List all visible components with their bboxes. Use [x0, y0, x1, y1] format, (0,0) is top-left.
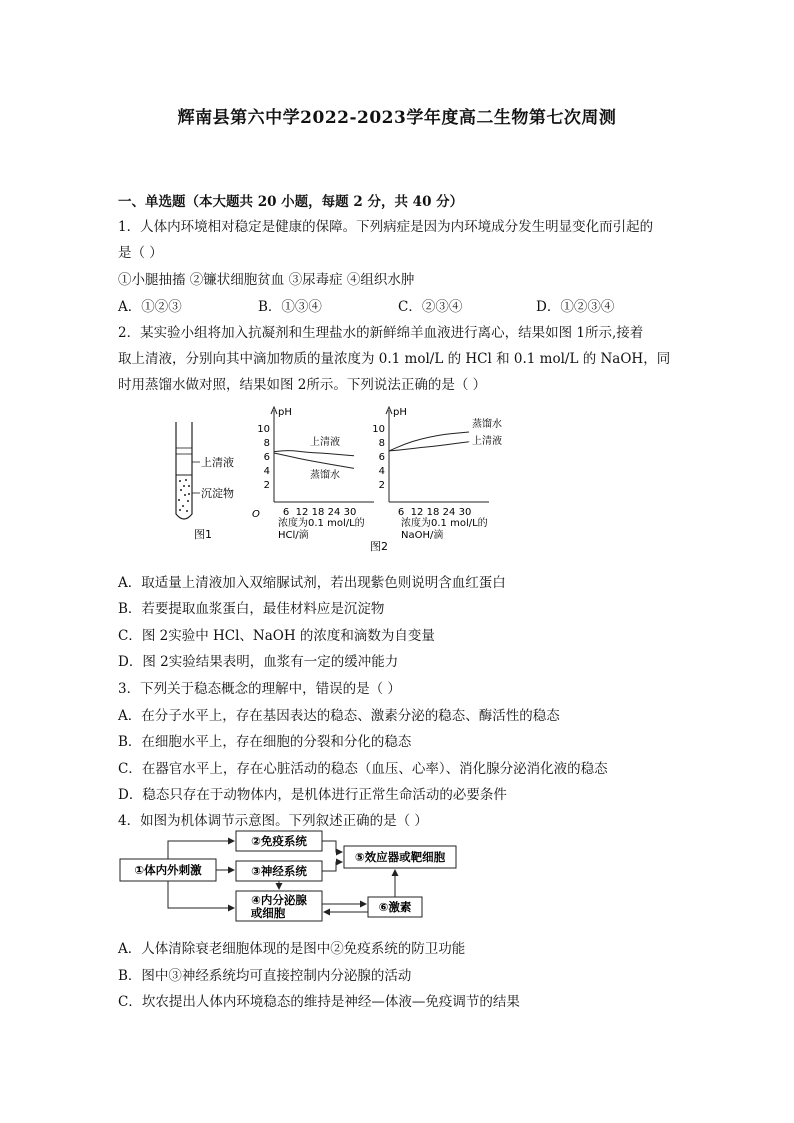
q1-items: ①小腿抽搐 ②镰状细胞贫血 ③尿毒症 ④组织水肿	[118, 272, 415, 288]
q3-stem: 3．下列关于稳态概念的理解中，错误的是（ ）	[118, 681, 401, 697]
q1-stem-line2: 是（ ）	[118, 245, 163, 261]
q2-option-b[interactable]: B．若要提取血浆蛋白，最佳材料应是沉淀物	[118, 601, 385, 617]
fig2-left-ytick-4: 4	[263, 466, 270, 477]
diagram-immune-box: ②免疫系统	[251, 834, 307, 848]
fig2-right-label-supernatant: 上清液	[472, 436, 502, 447]
fig2-right-xtick-18: 18	[426, 507, 440, 518]
fig2-left-xtick-24: 24	[327, 507, 341, 518]
fig2-right-series-water	[389, 432, 469, 451]
q2-option-c[interactable]: C．图 2实验中 HCl、NaOH 的浓度和滴数为自变量	[118, 628, 435, 644]
diagram-stimulus-box: ①体内外刺激	[134, 863, 202, 877]
diagram-effector-box: ⑤效应器或靶细胞	[354, 850, 446, 864]
fig2-left-axes	[252, 407, 374, 541]
diagram-endocrine-box-line1: ④内分泌腺	[251, 893, 307, 907]
q4-stem: 4．如图为机体调节示意图。下列叙述正确的是（ ）	[118, 813, 428, 829]
fig2-left-ytick-8: 8	[263, 438, 270, 449]
q2-stem-line3: 时用蒸馏水做对照，结果如图 2所示。下列说法正确的是（ ）	[118, 377, 487, 393]
q1-stem-line1: 1．人体内环境相对稳定是健康的保障。下列病症是因为内环境成分发生明显变化而引起的	[118, 219, 654, 235]
q3-option-c[interactable]: C．在器官水平上，存在心脏活动的稳态（血压、心率）、消化腺分泌消化液的稳态	[118, 761, 608, 777]
fig1-caption: 图1	[194, 528, 212, 541]
q1-option-a[interactable]: A．①②③	[118, 299, 182, 315]
diagram-endocrine-box-line2: 或细胞	[250, 906, 286, 920]
arrow-nervous-to-effector	[322, 862, 342, 871]
fig2-left-xlabel-2: HCl/滴	[278, 530, 309, 541]
fig2-left-ytick-6: 6	[263, 452, 270, 463]
fig2-right-xtick-12: 12	[410, 507, 424, 518]
fig2-left-label-water: 蒸馏水	[310, 470, 340, 481]
q2-option-a[interactable]: A．取适量上清液加入双缩脲试剂，若出现紫色则说明含血红蛋白	[118, 575, 506, 591]
arrow-stimulus-to-immune	[168, 841, 234, 859]
fig2-left-ylabel: pH	[278, 407, 292, 418]
arrow-immune-to-effector	[322, 841, 342, 852]
fig2-left-ytick-2: 2	[263, 480, 270, 491]
section-heading: 一、单选题（本大题共 20 小题，每题 2 分，共 40 分）	[118, 194, 464, 210]
fig2-caption: 图2	[370, 540, 388, 553]
q1-option-d[interactable]: D．①②③④	[536, 299, 615, 315]
fig2-right-ytick-10: 10	[372, 424, 385, 435]
q3-option-d[interactable]: D．稳态只存在于动物体内，是机体进行正常生命活动的必要条件	[118, 787, 507, 803]
fig2-left-xtick-12: 12	[295, 507, 309, 518]
fig2-right-ylabel: pH	[393, 407, 407, 418]
fig1-label-upper: 上清液	[201, 456, 234, 469]
fig2-right-ytick-4: 4	[378, 466, 385, 477]
diagram-hormone-box: ⑥激素	[378, 900, 412, 914]
fig2-left-series-water	[274, 453, 354, 468]
fig2-right-ytick-2: 2	[378, 480, 385, 491]
fig2-left-label-supernatant: 上清液	[310, 437, 340, 448]
q2-stem-line1: 2．某实验小组将加入抗凝剂和生理盐水的新鲜绵羊血液进行离心，结果如图 1所示,接着	[118, 325, 644, 341]
page-title: 辉南县第六中学2022-2023学年度高二生物第七次周测	[177, 108, 617, 128]
fig2-right-series-supernatant	[389, 442, 469, 451]
fig1-label-lower: 沉淀物	[201, 487, 234, 500]
q2-stem-line2: 取上清液，分别向其中滴加物质的量浓度为 0.1 mol/L 的 HCl 和 0.1 mol/L 的 NaOH，同	[118, 351, 671, 367]
q1-option-b[interactable]: B．①③④	[258, 299, 322, 315]
q4-diagram	[118, 828, 478, 928]
fig1-tube	[176, 422, 234, 541]
fig2-right-label-water: 蒸馏水	[472, 419, 502, 430]
q4-option-a[interactable]: A．人体清除衰老细胞体现的是图中②免疫系统的防卫功能	[118, 941, 466, 957]
fig2-right-ytick-8: 8	[378, 438, 385, 449]
fig2-right-xlabel-1: 浓度为0.1 mol/L的	[401, 518, 488, 529]
fig2-right-ytick-6: 6	[378, 452, 385, 463]
fig2-left-xlabel-1: 浓度为0.1 mol/L的	[278, 518, 365, 529]
q2-figures	[160, 402, 530, 562]
fig2-left-xtick-30: 30	[343, 507, 357, 518]
fig2-left-origin: O	[252, 509, 260, 520]
q4-option-b[interactable]: B．图中③神经系统均可直接控制内分泌腺的活动	[118, 968, 412, 984]
q3-option-b[interactable]: B．在细胞水平上，存在细胞的分裂和分化的稳态	[118, 734, 412, 750]
q4-option-c[interactable]: C．坎农提出人体内环境稳态的维持是神经—体液—免疫调节的结果	[118, 994, 520, 1010]
fig2-left-xtick-6: 6	[282, 507, 290, 518]
fig2-left-series-supernatant	[274, 451, 354, 456]
diagram-nervous-box: ③神经系统	[251, 864, 307, 878]
q2-option-d[interactable]: D．图 2实验结果表明，血浆有一定的缓冲能力	[118, 654, 399, 670]
fig2-right-xlabel-2: NaOH/滴	[401, 530, 444, 541]
fig2-left-ytick-10: 10	[257, 424, 270, 435]
fig2-right-axes	[372, 407, 502, 541]
fig2-left-xtick-18: 18	[311, 507, 325, 518]
fig2-right-xtick-6: 6	[397, 507, 405, 518]
fig2-right-xtick-24: 24	[442, 507, 456, 518]
fig2-right-xtick-30: 30	[458, 507, 472, 518]
arrow-stimulus-to-endocrine	[168, 881, 234, 908]
q1-option-c[interactable]: C．②③④	[398, 299, 463, 315]
q3-option-a[interactable]: A．在分子水平上，存在基因表达的稳态、激素分泌的稳态、酶活性的稳态	[118, 708, 560, 724]
